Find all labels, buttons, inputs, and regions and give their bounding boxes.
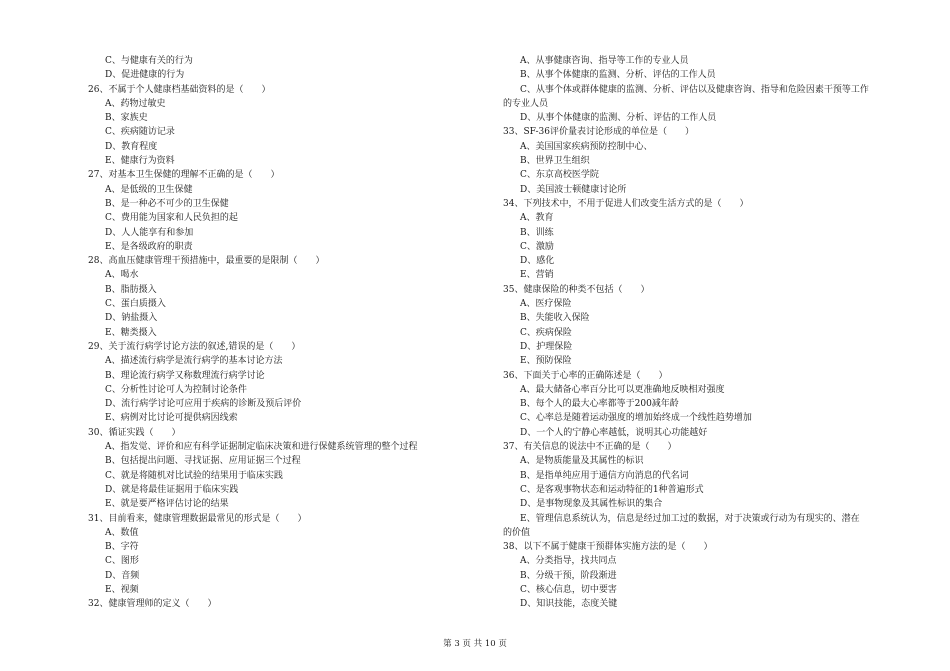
question-line: 31、目前看来，健康管理数据最常见的形式是（ ） xyxy=(88,513,307,524)
option-line: C、图形 xyxy=(105,556,139,567)
option-line: A、分类指导，找共同点 xyxy=(520,556,617,567)
option-line: B、从事个体健康的监测、分析、评估的工作人员 xyxy=(520,70,716,81)
option-line: A、喝水 xyxy=(105,270,139,281)
option-line: D、教育程度 xyxy=(105,141,158,152)
option-line: C、分析性讨论可人为控制讨论条件 xyxy=(105,384,247,395)
question-line: 27、对基本卫生保健的理解不正确的是（ ） xyxy=(88,170,280,181)
option-line: D、感化 xyxy=(520,256,555,267)
option-line: C、费用能为国家和人民负担的起 xyxy=(105,213,238,224)
option-line: A、最大储备心率百分比可以更准确地反映相对强度 xyxy=(520,384,725,395)
option-line: A、美国国家疾病预防控制中心、 xyxy=(520,141,653,152)
option-line: D、护理保险 xyxy=(520,341,573,352)
option-line: C、从事个体或群体健康的监测、分析、评估以及健康咨询、指导和危险因素干预等工作 xyxy=(520,84,869,95)
option-line: C、就是将随机对比试验的结果用于临床实践 xyxy=(105,470,283,481)
option-line: A、数值 xyxy=(105,527,139,538)
option-line: E、营销 xyxy=(520,270,554,281)
option-line: D、流行病学讨论可应用于疾病的诊断及预后评价 xyxy=(105,399,302,410)
option-line: B、理论流行病学又称数理流行病学讨论 xyxy=(105,370,265,381)
option-line: A、描述流行病学是流行病学的基本讨论方法 xyxy=(105,356,283,367)
option-line: B、包括提出问题、寻找证据、应用证据三个过程 xyxy=(105,456,301,467)
option-line: B、是一种必不可少的卫生保健 xyxy=(105,198,229,209)
option-line: A、是低级的卫生保健 xyxy=(105,184,193,195)
option-line: A、药物过敏史 xyxy=(105,98,166,109)
option-line: A、是物质能量及其属性的标识 xyxy=(520,456,644,467)
question-line: 28、高血压健康管理干预措施中，最重要的是限制（ ） xyxy=(88,256,325,267)
option-line: A、医疗保险 xyxy=(520,299,572,310)
question-line: 32、健康管理师的定义（ ） xyxy=(88,599,217,610)
option-line: D、是事物现象及其属性标识的集合 xyxy=(520,499,663,510)
option-line: E、视频 xyxy=(105,584,139,595)
option-line: E、预防保险 xyxy=(520,356,572,367)
option-line: A、从事健康咨询、指导等工作的专业人员 xyxy=(520,56,689,66)
option-line: C、与健康有关的行为 xyxy=(105,56,193,66)
option-line: E、就是要严格评估讨论的结果 xyxy=(105,499,229,510)
option-line: D、知识技能，态度关键 xyxy=(520,599,618,610)
option-line: B、分级干预，阶段渐进 xyxy=(520,570,617,581)
question-line: 26、不属于个人健康档基础资料的是（ ） xyxy=(88,84,271,95)
question-line: 30、循证实践（ ） xyxy=(88,427,181,438)
option-line: C、东京高校医学院 xyxy=(520,170,599,181)
continuation-line: 的价值 xyxy=(503,527,531,538)
right-column xyxy=(503,54,903,612)
question-line: 33、SF-36评价量表讨论形成的单位是（ ） xyxy=(503,127,694,138)
page-footer: 第 3 页 共 10 页 xyxy=(443,639,507,649)
option-line: C、激励 xyxy=(520,241,554,252)
option-line: B、脂肪摄入 xyxy=(105,284,157,295)
option-line: C、疾病随访记录 xyxy=(105,127,175,138)
option-line: B、每个人的最大心率都等于200减年龄 xyxy=(520,399,679,410)
question-line: 34、下列技术中，不用于促进人们改变生活方式的是（ ） xyxy=(503,198,749,209)
option-line: D、钠盐摄入 xyxy=(105,313,158,324)
option-line: B、字符 xyxy=(105,542,139,553)
option-line: C、核心信息，切中要害 xyxy=(520,584,617,595)
option-line: D、一个人的宁静心率越低，说明其心功能越好 xyxy=(520,427,708,438)
option-line: E、病例对比讨论可提供病因线索 xyxy=(105,413,238,424)
question-line: 36、下面关于心率的正确陈述是（ ） xyxy=(503,370,668,381)
option-line: C、心率总是随着运动强度的增加始终成一个线性趋势增加 xyxy=(520,413,752,424)
option-line: B、失能收入保险 xyxy=(520,313,590,324)
question-line: 29、关于流行病学讨论方法的叙述,错误的是（ ） xyxy=(88,341,301,352)
option-line: B、是指单纯应用于通信方向消息的代名词 xyxy=(520,470,689,481)
option-line: D、就是将最佳证据用于临床实践 xyxy=(105,484,239,495)
option-line: B、世界卫生组织 xyxy=(520,156,590,167)
option-line: D、促进健康的行为 xyxy=(105,70,185,81)
left-column xyxy=(88,54,488,612)
option-line: D、从事个体健康的监测、分析、评估的工作人员 xyxy=(520,113,717,124)
option-line: B、训练 xyxy=(520,227,554,238)
option-line: D、人人能享有和参加 xyxy=(105,227,194,238)
option-line: C、是客观事物状态和运动特征的1种普遍形式 xyxy=(520,484,704,495)
option-line: A、指发觉、评价和应有科学证据制定临床决策和进行保健系统管理的整个过程 xyxy=(105,442,418,453)
option-line: C、疾病保险 xyxy=(520,327,572,338)
option-line: E、管理信息系统认为，信息是经过加工过的数据，对于决策或行动为有现实的、潜在 xyxy=(520,513,860,524)
option-line: E、健康行为资料 xyxy=(105,156,175,167)
question-line: 37、有关信息的说法中不正确的是（ ） xyxy=(503,442,677,453)
question-line: 38、以下不属于健康干预群体实施方法的是（ ） xyxy=(503,542,713,553)
option-line: E、是各级政府的职责 xyxy=(105,241,193,252)
option-line: B、家族史 xyxy=(105,113,148,124)
continuation-line: 的专业人员 xyxy=(503,98,549,109)
option-line: D、美国波士顿健康讨论所 xyxy=(520,184,627,195)
option-line: A、教育 xyxy=(520,213,554,224)
question-line: 35、健康保险的种类不包括（ ） xyxy=(503,284,650,295)
option-line: C、蛋白质摄入 xyxy=(105,299,166,310)
option-line: E、糖类摄入 xyxy=(105,327,157,338)
option-line: D、音频 xyxy=(105,570,140,581)
